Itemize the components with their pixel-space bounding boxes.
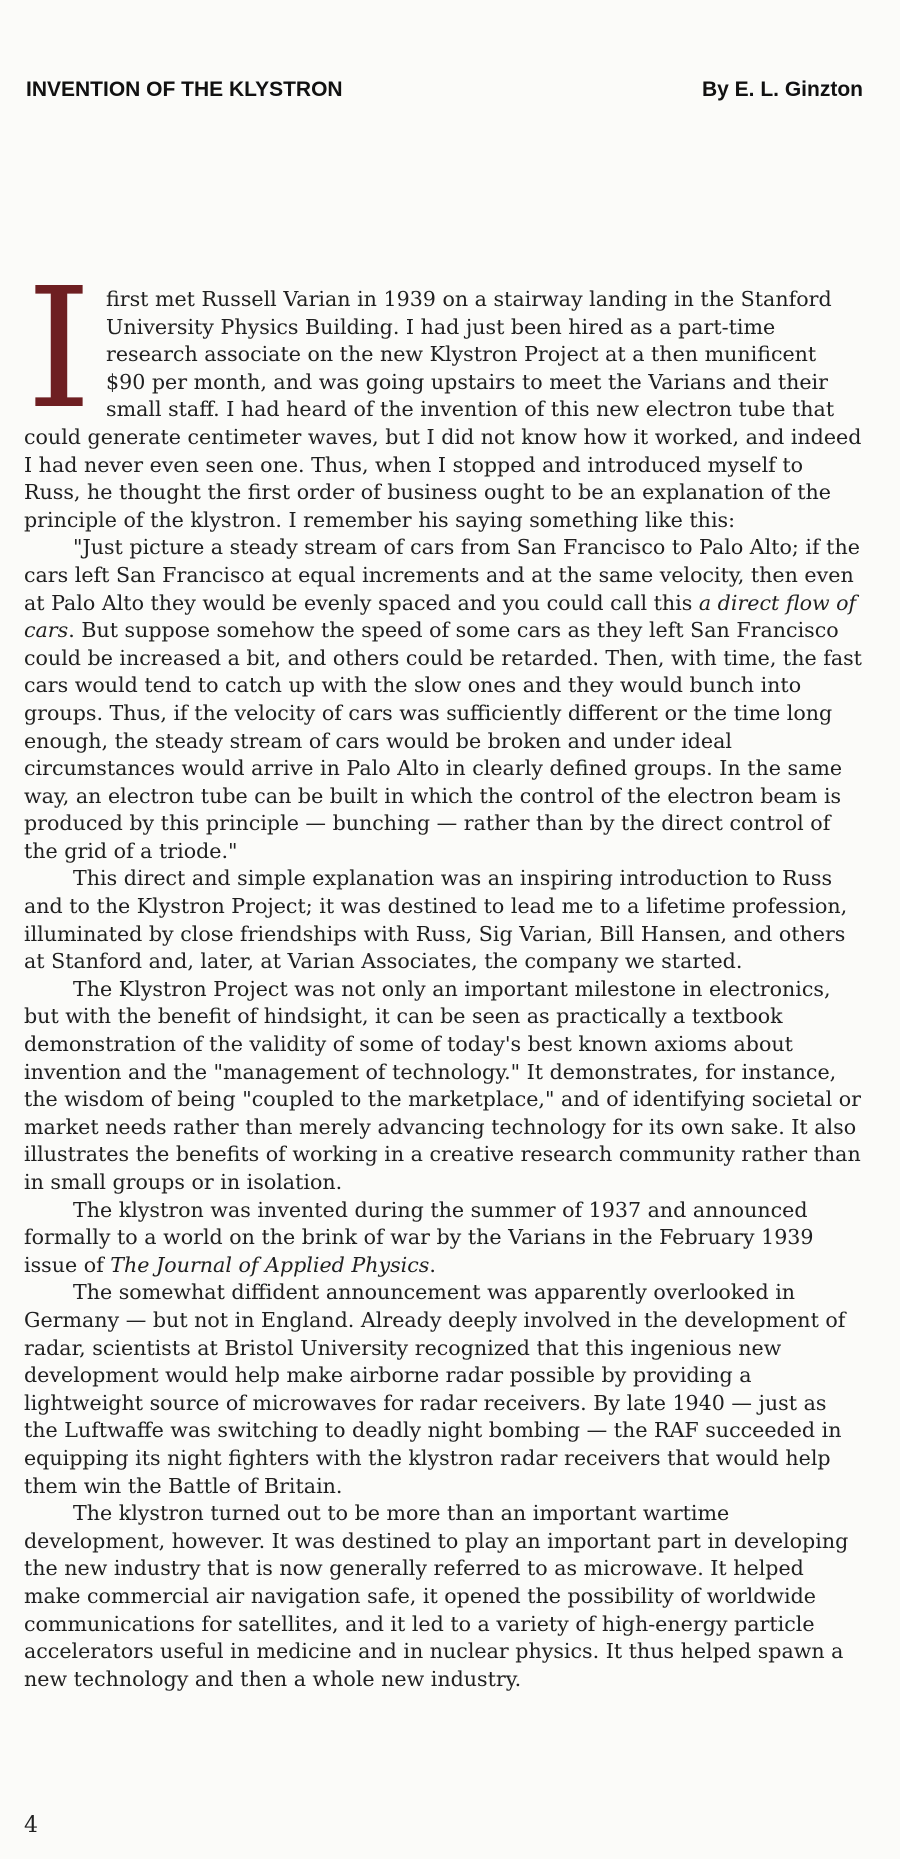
paragraph-milestone: The Klystron Project was not only an important milestone in electronics, but with the benefit of hindsight, it can be seen as practically a textbook demonstration of the validity of some of today's best known axioms about invention and the "management of technology." It demonstrates, for instance, the wisdom of being "coupled to the marketplace," and of identifying societal or market needs rather than merely advancing technology for its own sake. It also illustrates the benefits of working in a creative research community rather than in small groups or in isolation. [24,976,861,1194]
quote-paragraph [24,534,862,865]
quote-italic-phrase: a direct flow of cars [24,590,857,643]
first-paragraph-text: first met Russell Varian in 1939 on a stairway landing in the Stanford University Physics Building. I had just been hired as a part-time research associate on the new Klystron Project at a then munificent $90 per month, and was going upstairs to meet the Varians and their small staff. I had heard of the invention of this new electron tube that could generate centimeter waves, but I did not know how it worked, and indeed I had never even seen one. Thus, when I stopped and introduced myself to Russ, he thought the first order of business ought to be an explanation of the principle of the klystron. I remember his saying something like this: [24,287,862,532]
invention-text-start: The klystron was invented during the summer of 1937 and announced formally to a world on the brink of war by the Varians in the February 1939 issue of [24,1197,814,1277]
quote-text-end: . But suppose somehow the speed of some cars as they left San Francisco could be increased a bit, and others could be retarded. Then, with time, the fast cars would tend to catch up with the slow ones and they would bunch into groups. Thus, if the velocity of cars was sufficiently different or the time long enough, the steady stream of cars would be broken and under ideal circumstances would arrive in Palo Alto in clearly defined groups. In the same way, an electron tube can be built in which the control of the electron beam is produced by this principle — bunching — rather than by the direct control of the grid of a triode." [24,618,862,863]
article-author: By E. L. Ginzton [702,78,863,101]
article-title: INVENTION OF THE KLYSTRON [26,78,343,101]
paragraph-introduction: This direct and simple explanation was an inspiring introduction to Russ and to the Klystron Project; it was destined to lead me to a lifetime profession, illuminated by close friendships with Russ, Sig Varian, Bill Hansen, and others at Stanford and, later, at Varian Associates, the company we started. [24,866,848,974]
journal-title: The Journal of Applied Physics [110,1252,430,1277]
drop-cap: I [26,253,92,446]
article-body [24,253,862,1693]
quote-text-start: "Just picture a steady stream of cars from San Francisco to Palo Alto; if the cars left San Francisco at equal increments and at the same velocity, then even at Palo Alto they would be evenly spaced and you could call this [24,535,860,615]
page-header [26,78,863,108]
paragraph-industry: The klystron turned out to be more than an important wartime development, however. It was destined to play an important part in developing the new industry that is now generally referred to as microwave. It helped make commercial air navigation safe, it opened the possibility of worldwide communications for satellites, and it led to a variety of high-energy particle accelerators useful in medicine and in nuclear physics. It thus helped spawn a new technology and then a whole new industry. [24,1501,849,1691]
paragraph-radar: The somewhat diffident announcement was apparently overlooked in Germany — but not in England. Already deeply involved in the development of radar, scientists at Bristol University recognized that this ingenious new development would help make airborne radar possible by providing a lightweight source of microwaves for radar receivers. By late 1940 — just as the Luftwaffe was switching to deadly night bombing — the RAF succeeded in equipping its night fighters with the klystron radar receivers that would help them win the Battle of Britain. [24,1280,846,1498]
page-number: 4 [24,1813,38,1838]
paragraph-invention [24,1197,862,1280]
invention-text-end: . [429,1252,436,1277]
first-paragraph [24,253,862,534]
